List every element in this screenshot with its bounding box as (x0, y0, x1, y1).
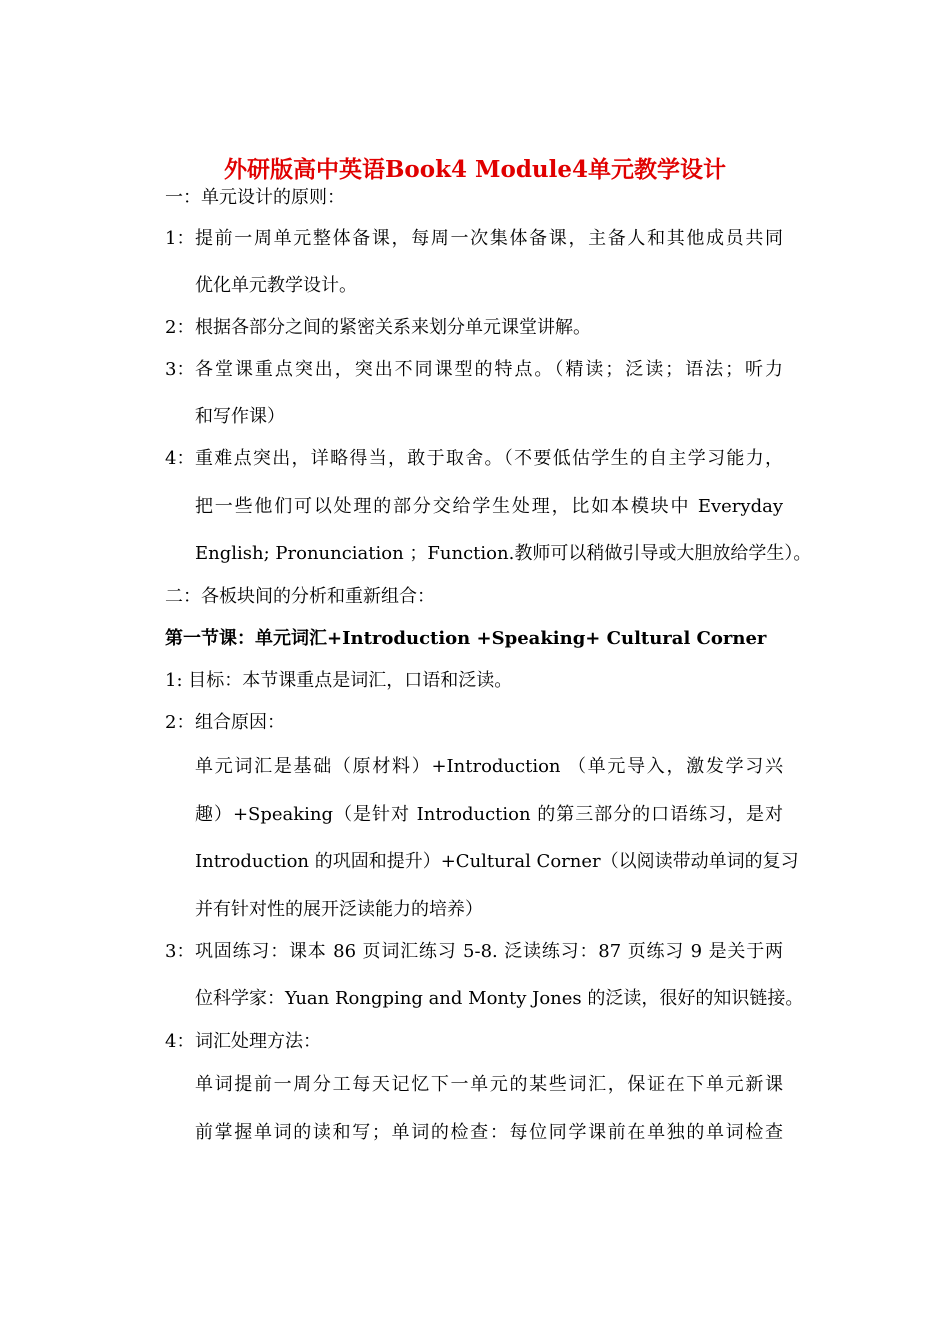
item-3-line-1: 各堂课重点突出，突出不同课型的特点。（精读；泛读；语法；听力 (195, 359, 783, 380)
reason-number: 2： (165, 712, 195, 733)
item-1-number: 1： (165, 228, 195, 249)
reason-label: 组合原因： (195, 712, 285, 733)
lesson-goal: 1: 目标：本节课重点是词汇，口语和泛读。 (165, 670, 513, 691)
vocab-label: 词汇处理方法： (195, 1031, 321, 1052)
vocab-line-1: 单词提前一周分工每天记忆下一单元的某些词汇，保证在下单元新课 (195, 1074, 783, 1095)
vocab-line-2: 前掌握单词的读和写；单词的检查：每位同学课前在单独的单词检查 (195, 1122, 783, 1143)
item-4-line-2: 把一些他们可以处理的部分交给学生处理，比如本模块中 Everyday (195, 496, 783, 517)
item-2-line-1: 根据各部分之间的紧密关系来划分单元课堂讲解。 (195, 317, 591, 338)
item-2-number: 2： (165, 317, 195, 338)
item-4-line-1: 重难点突出，详略得当，敢于取舍。（不要低估学生的自主学习能力， (195, 448, 783, 469)
item-3-number: 3： (165, 359, 195, 380)
section-two-heading: 二：各板块间的分析和重新组合： (165, 586, 435, 607)
section-one-heading: 一：单元设计的原则： (165, 187, 345, 208)
reason-line-4: 并有针对性的展开泛读能力的培养） (195, 899, 483, 920)
reason-line-2: 趣）+Speaking（是针对 Introduction 的第三部分的口语练习，是对 (195, 804, 783, 825)
item-1-line-2: 优化单元教学设计。 (195, 275, 357, 296)
item-4-line-3: English; Pronunciation ；Function.教师可以稍做引导或大胆放给学生）。 (195, 543, 812, 564)
practice-number: 3： (165, 941, 195, 962)
vocab-number: 4： (165, 1031, 195, 1052)
reason-line-1: 单元词汇是基础（原材料）+Introduction （单元导入，激发学习兴 (195, 756, 783, 777)
document-title: 外研版高中英语Book4 Module4单元教学设计 (223, 156, 727, 183)
lesson-one-title: 第一节课：单元词汇+Introduction +Speaking+ Cultural Corner (165, 628, 767, 649)
item-3-line-2: 和写作课） (195, 406, 285, 427)
reason-line-3: Introduction 的巩固和提升）+Cultural Corner（以阅读带动单词的复习 (195, 851, 799, 872)
item-1-line-1: 提前一周单元整体备课，每周一次集体备课，主备人和其他成员共同 (195, 228, 783, 249)
practice-line-1: 巩固练习：课本 86 页词汇练习 5-8. 泛读练习：87 页练习 9 是关于两 (195, 941, 783, 962)
item-4-number: 4： (165, 448, 195, 469)
practice-line-2: 位科学家：Yuan Rongping and Monty Jones 的泛读，很好的知识链接。 (195, 988, 804, 1009)
